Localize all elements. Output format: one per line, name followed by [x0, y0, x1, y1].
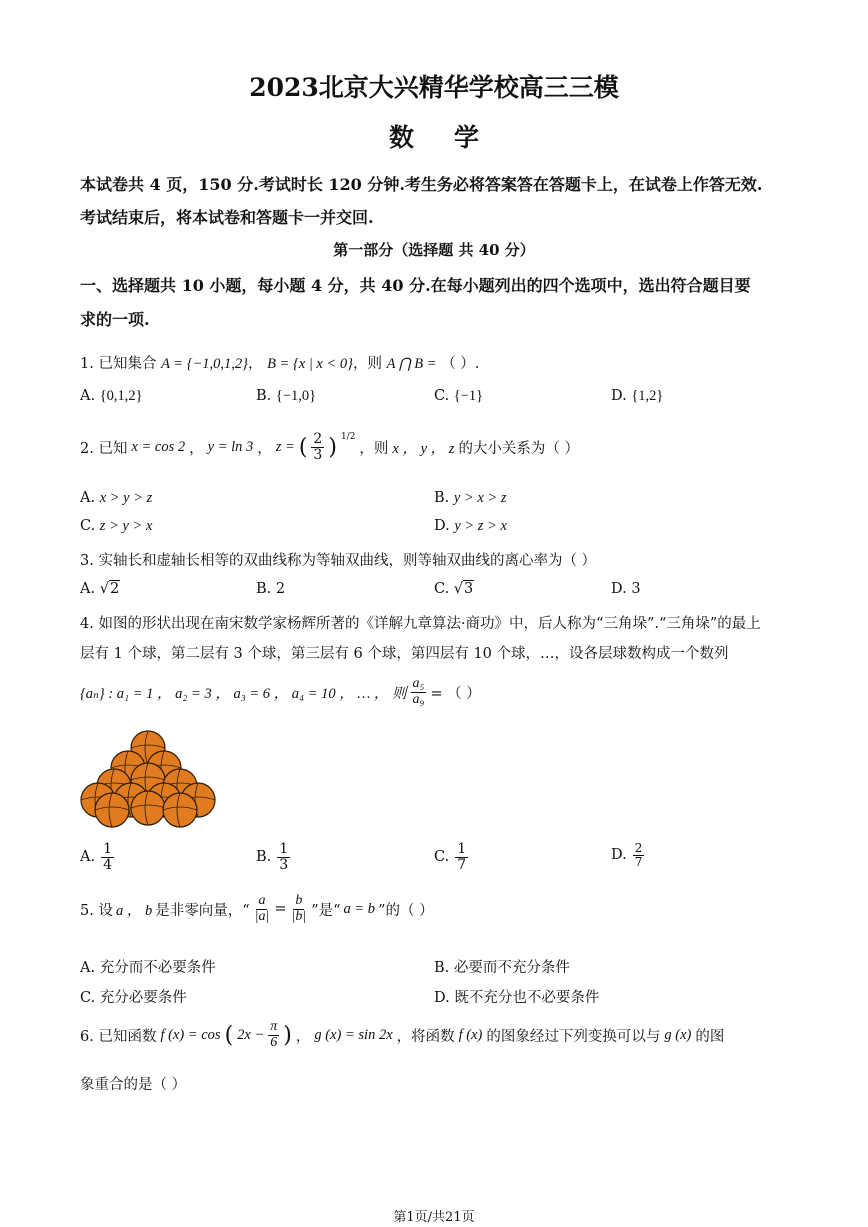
q1-set-a: A = {−1,0,1,2} — [161, 356, 248, 372]
q2-option-c: C. z > y > x — [80, 518, 153, 534]
q3-option-a: A. √2 — [80, 581, 120, 597]
intro-line-2: 考试结束后，将本试卷和答题卡一并交回. — [80, 208, 374, 227]
q1-option-b: B. {−1,0} — [256, 388, 317, 404]
q4-option-c: C. $\frac{1}{7}$ — [434, 841, 467, 873]
part-one-heading: 第一部分（选择题 共 40 分） — [333, 241, 535, 259]
basketball — [131, 791, 165, 825]
q5-option-b: B. 必要而不充分条件 — [434, 960, 570, 976]
basketball — [95, 793, 129, 827]
q1-option-a: A. {0,1,2} — [80, 388, 143, 404]
q2-x: x = cos 2 — [131, 438, 186, 455]
q5-option-a: A. 充分而不必要条件 — [80, 960, 216, 976]
question-4-line-2: 层有 1 个球，第二层有 3 个球，第三层有 6 个球，第四层有 10 个球，…，设各层球数构成一个数列 — [80, 646, 729, 662]
q3-option-c: C. √3 — [434, 581, 474, 597]
q3-option-d: D. 3 — [611, 581, 641, 597]
q2-option-a: A. x > y > z — [80, 490, 153, 506]
question-6-line-2: 象重合的是（ ） — [80, 1077, 187, 1093]
q4-option-d: D. $\frac{2}{7}$ — [611, 841, 643, 869]
q2-option-b: B. y > x > z — [434, 490, 507, 506]
q5-option-d: D. 既不充分也不必要条件 — [434, 990, 600, 1006]
question-2-stem: 2. 已知 x = cos 2 ， y = ln 3 ， z = ( $\frac{2}{3}$ ) $^{1/2}$ ，则 x ， y ， z 的大小关系为（ ） — [80, 431, 580, 463]
q1-ask: A ⋂ B = — [386, 356, 437, 372]
q1-set-b: B = {x | x < 0} — [267, 356, 353, 372]
question-4-line-1: 4. 如图的形状出现在南宋数学家杨辉所著的《详解九章算法·商功》中，后人称为“三角垛”.“三角垛”的最上 — [80, 616, 761, 632]
q2-y: y = ln 3 — [207, 438, 254, 455]
q2-exponent: 1/2 — [340, 432, 356, 442]
question-4-sequence: {aₙ} : a₁ = 1 ， a₂ = 3 ， a₃ = 6 ， a₄ = 10 ， … ， 则 $\frac{\text{a₅}}{\text{a₉}}$ = （ ） — [80, 676, 481, 707]
intro-line-1: 本试卷共 4 页，150 分.考试时长 120 分钟.考生务必将答案答在答题卡上，在试卷上作答无效. — [80, 175, 763, 194]
q1-paren: （ ）. — [441, 356, 480, 372]
q2-option-d: D. y > z > x — [434, 518, 507, 534]
q5-condition: a = b — [343, 900, 376, 917]
q3-option-b: B. 2 — [256, 581, 286, 597]
q1-stem-text: 1. 已知集合 — [80, 356, 157, 372]
q6-g-definition: g (x) = sin 2x — [314, 1026, 393, 1043]
q6-f-definition: f (x) = cos — [160, 1026, 221, 1043]
q4-option-b: B. $\frac{1}{3}$ — [256, 841, 289, 873]
exam-title: 2023北京大兴精华学校高三三模 — [249, 73, 619, 102]
section-one-line-2: 求的一项. — [80, 310, 150, 329]
section-one-line-1: 一、选择题共 10 小题，每小题 4 分，共 40 分.在每小题列出的四个选项中，选出符合题目要 — [80, 276, 751, 295]
q1-option-c: C. {−1} — [434, 388, 484, 404]
basketball — [163, 793, 197, 827]
question-1-stem: 1. 已知集合 A = {−1,0,1,2}， B = {x | x < 0}，则 A ⋂ B = （ ）. — [80, 356, 480, 372]
q4-option-a: A. $\frac{1}{4}$ — [80, 841, 113, 873]
q1-stem-then: ，则 — [352, 356, 382, 372]
triangle-pile-figure — [76, 728, 216, 830]
q2-z: z = — [275, 438, 295, 455]
q1-option-d: D. {1,2} — [611, 388, 664, 404]
q5-vectors: a ， b — [115, 902, 153, 919]
page-footer: 第1页/共21页 — [393, 1210, 475, 1225]
question-5-stem: 5. 设 a ， b 是非零向量，“ $\frac{a}{|a|}$ = $\frac{b}{|b|}$ ”是“ a = b ”的（ ） — [80, 893, 434, 924]
question-3-stem: 3. 实轴长和虚轴长相等的双曲线称为等轴双曲线，则等轴双曲线的离心率为（ ） — [80, 553, 597, 569]
subject-title: 数学 — [388, 123, 519, 152]
question-6-stem: 6. 已知函数 f (x) = cos ( 2x − $\frac{\pi}{6}$ ) ， g (x) = sin 2x ，将函数 f (x) 的图象经过下列变换可以与 g (x) 的图 — [80, 1019, 725, 1050]
q5-option-c: C. 充分必要条件 — [80, 990, 187, 1006]
